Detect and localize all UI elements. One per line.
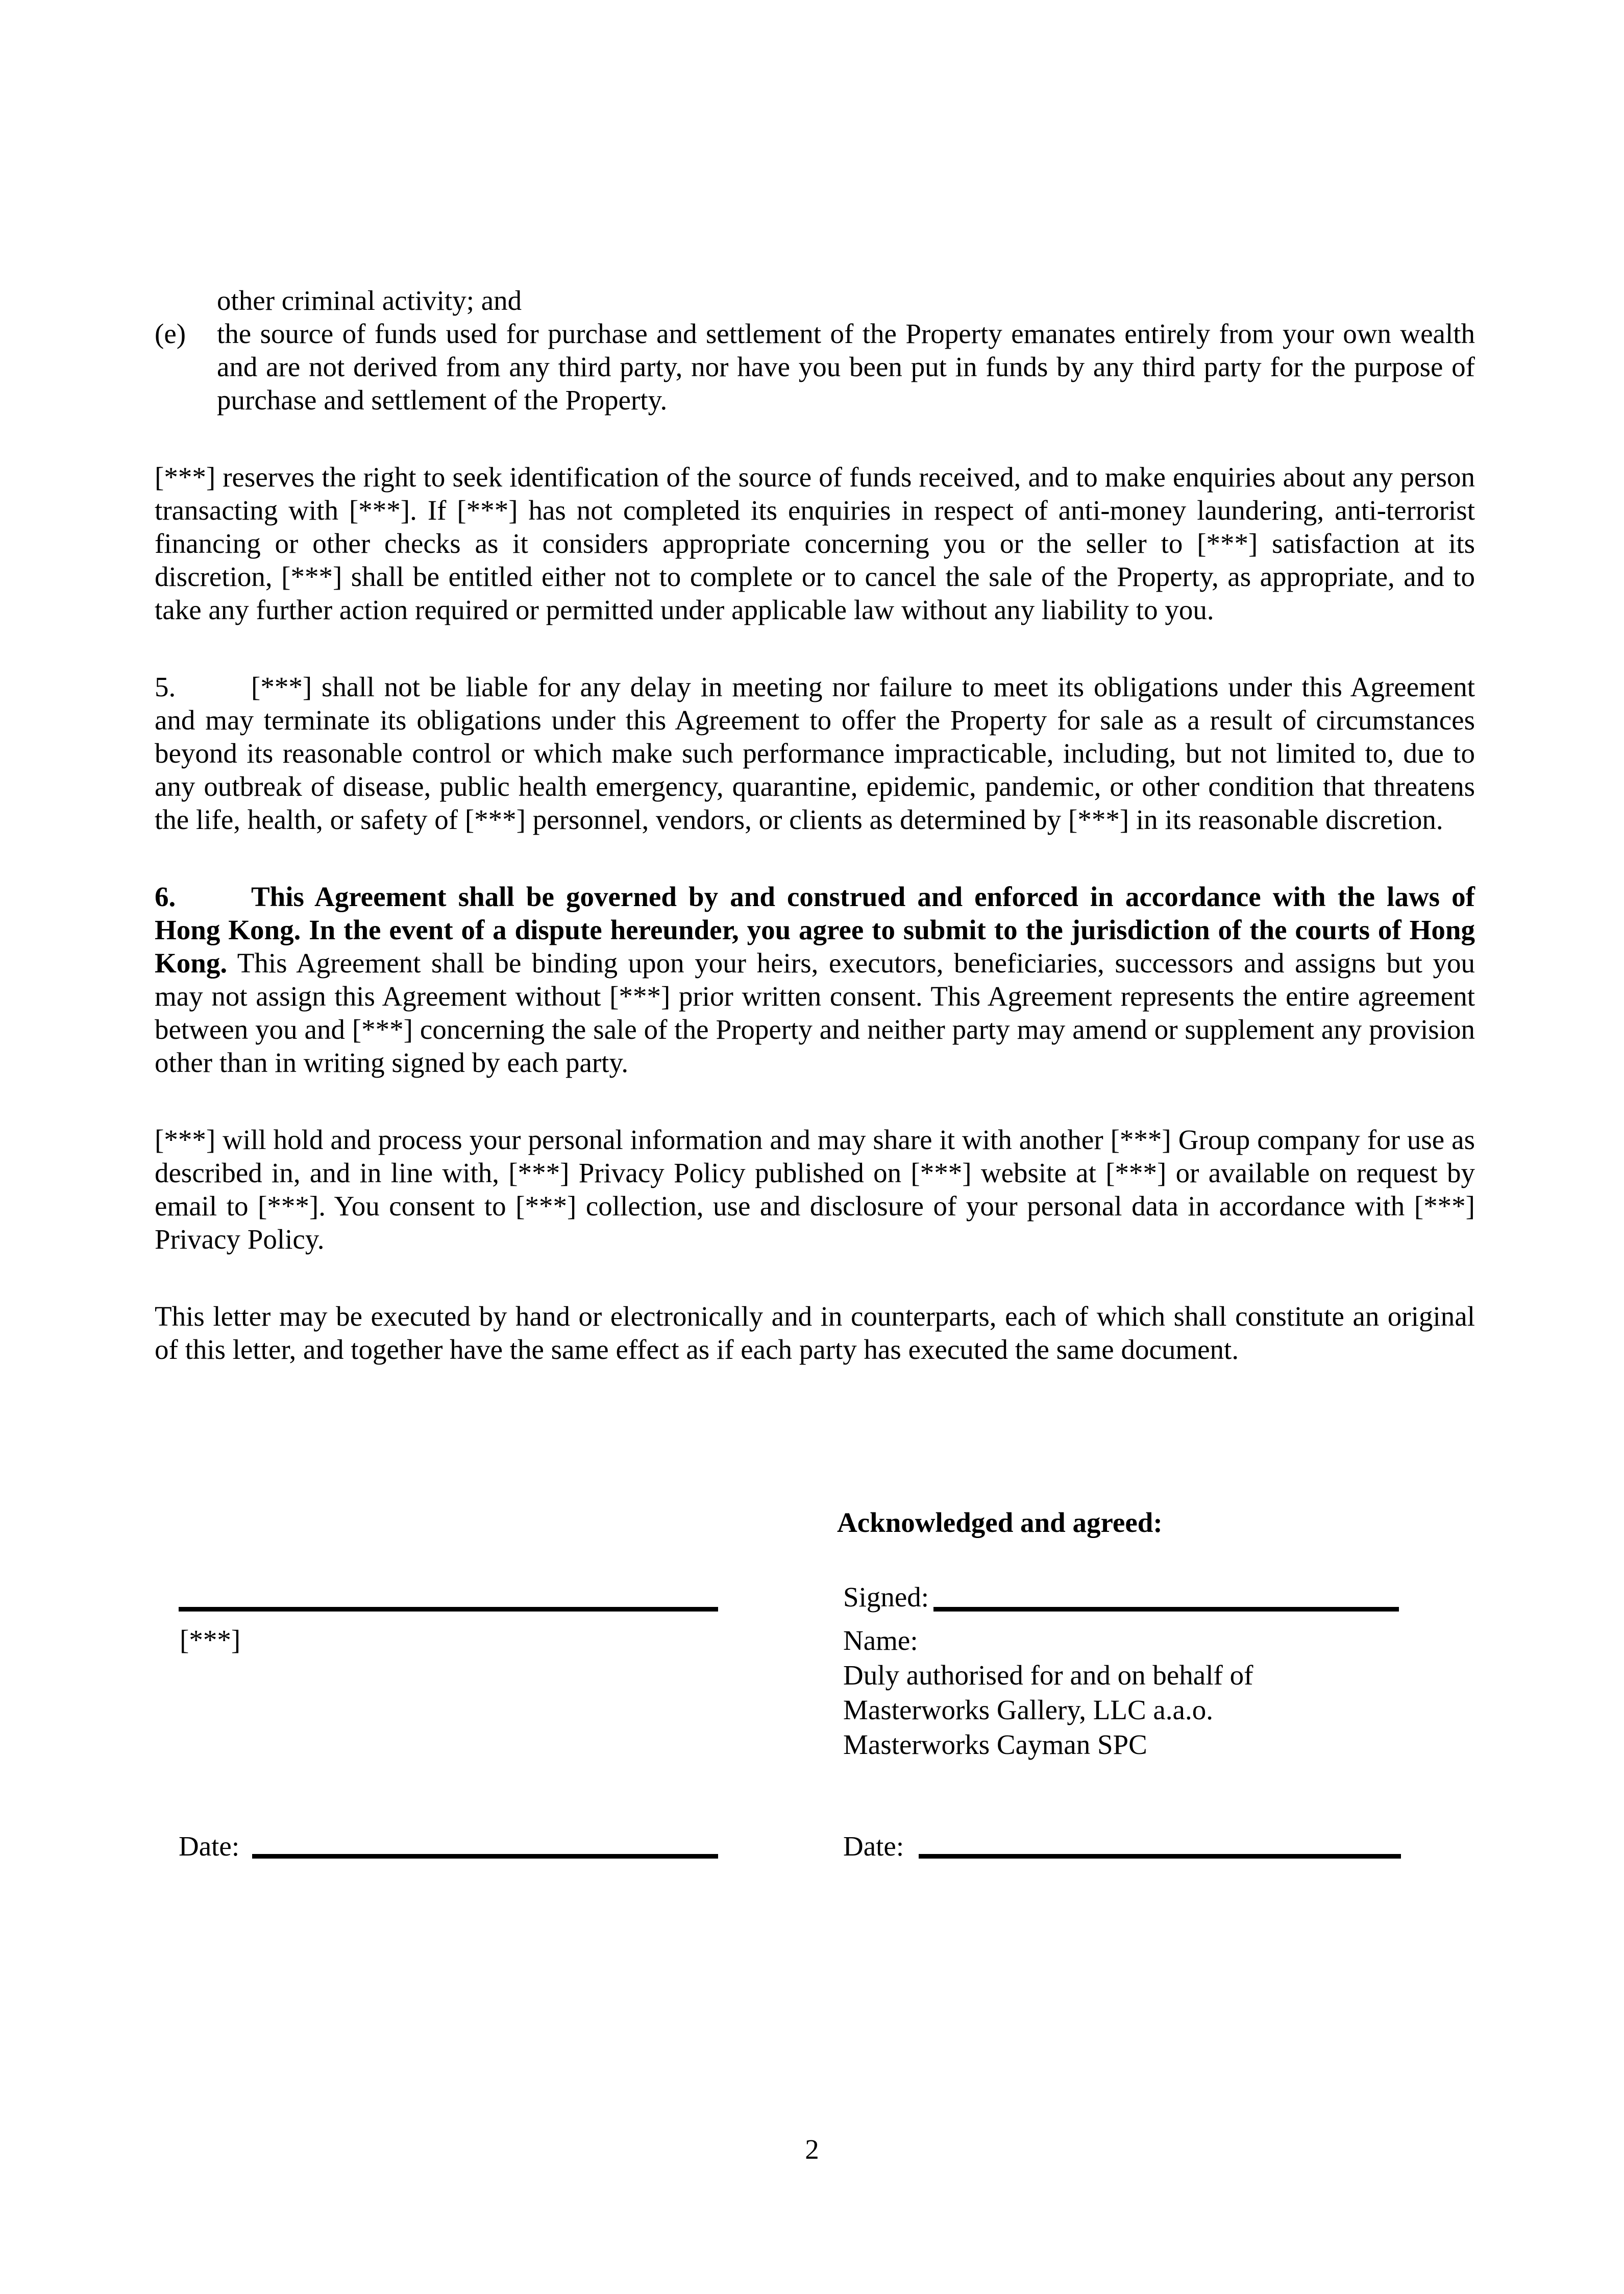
signature-line-right [933,1607,1399,1612]
company-line-2: Masterworks Cayman SPC [843,1729,1147,1760]
clause-5-text: [***] shall not be liable for any delay in meeting nor failure to meet its obligations under this Agreement and may terminate its obligations under this Agreement to offer the Property for sale as a result of circumstances beyond its reasonable control or which make such performance impracticable, including, but not limited to, due to any outbreak of disease, public health emergency, quarantine, epidemic, pandemic, or other condition that threatens the life, health, or safety of [***] personnel, vendors, or clients as determined by [***] in its reasonable discretion. [155,671,1475,835]
body-text [155,284,1475,1366]
list-item-d-tail-text: other criminal activity; and [217,285,522,316]
company-line-1: Masterworks Gallery, LLC a.a.o. [843,1694,1213,1725]
clause-5 [155,670,1475,836]
clause-6-regular-text: This Agreement shall be binding upon your heirs, executors, beneficiaries, successors and assigns but you may not assign this Agreement without [***] prior written consent. This Agreement represents the entire agreement between you and [***] concerning the sale of the Property and neither party may amend or supplement any provision other than in writing signed by each party. [155,947,1475,1078]
list-item-e [155,317,1475,417]
list-item-e-text: the source of funds used for purchase and settlement of the Property emanates entirely from your own wealth and are not derived from any third party, nor have you been put in funds by any third party for the purpose of purchase and settlement of the Property. [217,318,1475,416]
signature-right-block [843,1623,1253,1762]
clause-6 [155,880,1475,1079]
name-label: Name: [843,1625,918,1656]
date-label-left: Date: [179,1831,240,1862]
clause-5-number: 5. [155,671,176,702]
paragraph-aml: [***] reserves the right to seek identification of the source of funds received, and to make enquiries about any person transacting with [***]. If [***] has not completed its enquiries in respect of anti-money laundering, anti-terrorist financing or other checks as it considers appropriate concerning you or the seller to [***] satisfaction at its discretion, [***] shall be entitled either not to complete or to cancel the sale of the Property, as appropriate, and to take any further action required or permitted under applicable law without any liability to you. [155,461,1475,625]
capacity-line: Duly authorised for and on behalf of [843,1660,1253,1691]
acknowledgement-heading: Acknowledged and agreed: [837,1507,1163,1538]
date-line-left [252,1854,718,1859]
date-line-right [919,1854,1401,1859]
signature-line-left [179,1607,718,1612]
paragraph-counterparts: This letter may be executed by hand or electronically and in counterparts, each of which shall constitute an original of this letter, and together have the same effect as if each party has executed the same document. [155,1301,1475,1365]
clause-6-number: 6. [155,881,176,912]
paragraph-privacy: [***] will hold and process your personal information and may share it with another [***] Group company for use as described in, and in line with, [***] Privacy Policy published on [***] website at [***] or available on request by email to [***]. You consent to [***] collection, use and disclosure of your personal data in accordance with [***] Privacy Policy. [155,1124,1475,1255]
date-label-right: Date: [843,1831,904,1862]
page-number: 2 [805,2134,819,2165]
signed-label: Signed: [843,1581,929,1613]
list-item-e-label: (e) [155,318,186,349]
clause-6-bold-text: This Agreement shall be governed by and construed and enforced in accordance with the laws of Hong Kong. In the event of a dispute hereunder, you agree to submit to the jurisdiction of the courts of Hong Kong. [155,881,1475,979]
signatory-left-name: [***] [180,1624,241,1655]
